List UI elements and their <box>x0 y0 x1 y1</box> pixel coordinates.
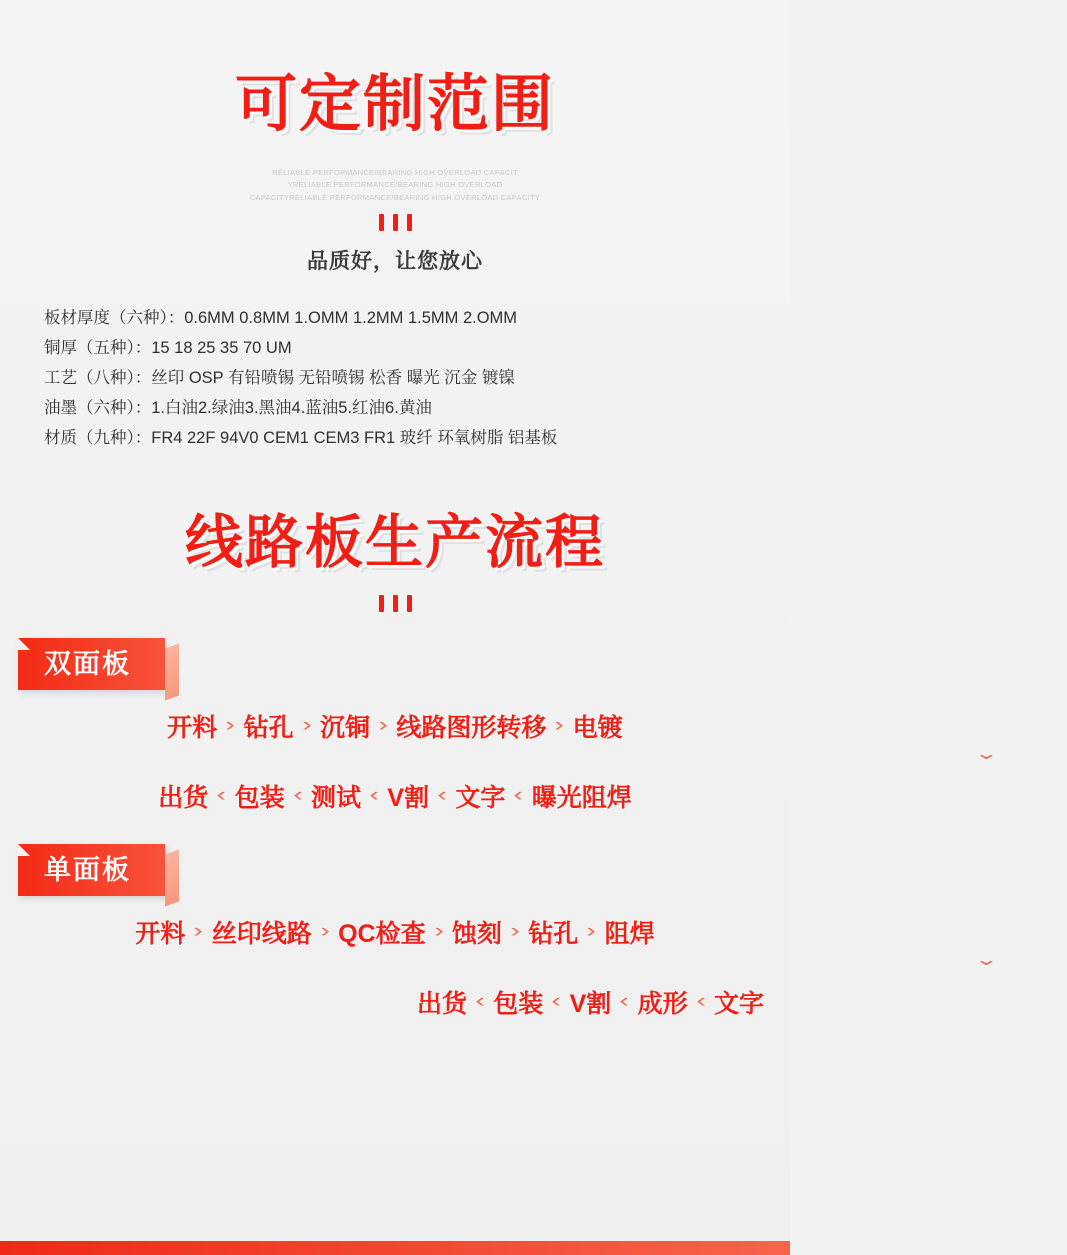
arrow-left-icon: ‹ <box>696 991 706 1013</box>
tiny-caption-line: RELIABLE PERFORMANCE/BEARING HIGH OVERLOAD CAPACIT <box>272 167 518 177</box>
flow-step: 曝光阻焊 <box>531 784 632 813</box>
flow-step: 成形 <box>637 990 688 1019</box>
flow-step: 钻孔 <box>243 714 294 743</box>
section-title-production-flow: 线路板生产流程 <box>184 510 605 576</box>
flow-step: 出货 <box>416 990 467 1019</box>
flow-step: V割 <box>569 990 612 1019</box>
flow-step: 蚀刻 <box>451 920 502 949</box>
arrow-left-icon: ‹ <box>216 785 227 807</box>
arrow-left-icon: ‹ <box>293 785 303 807</box>
tick-mark <box>393 214 398 231</box>
tiny-english-caption <box>0 167 790 204</box>
arrow-left-icon: ‹ <box>551 991 562 1013</box>
tiny-caption-line: YRELIABLE PERFORMANCE/BEARING HIGH OVERLOAD <box>287 180 503 190</box>
flow-step: QC检查 <box>338 920 426 949</box>
tick-mark <box>393 595 398 612</box>
flow-row-double-2 <box>0 778 790 814</box>
slogan: 品质好，让您放心 <box>307 250 483 274</box>
arrow-right-icon: › <box>433 921 444 943</box>
banner-notch <box>18 844 30 856</box>
spec-row: 工艺（八种）：丝印 OSP 有铅喷锡 无铅喷锡 松香 曝光 沉金 镀镍 <box>44 369 515 388</box>
arrow-left-icon: ‹ <box>437 785 447 807</box>
spec-row: 板材厚度（六种）：0.6MM 0.8MM 1.OMM 1.2MM 1.5MM 2.OMM <box>44 309 518 328</box>
flow-step: 开料 <box>167 714 218 743</box>
arrow-left-icon: ‹ <box>513 785 524 807</box>
arrow-right-icon: › <box>554 715 565 737</box>
spec-row: 油墨（六种）：1.白油2.绿油3.黑油4.蓝油5.红油6.黄油 <box>44 399 432 418</box>
tick-mark <box>407 595 412 612</box>
tick-mark <box>407 214 412 231</box>
flow-step: 钻孔 <box>528 920 579 949</box>
flow-row-single-2 <box>0 984 790 1020</box>
arrow-left-icon: ‹ <box>475 991 485 1013</box>
banner-label: 单面板 <box>44 855 131 886</box>
flow-step: V割 <box>387 784 430 813</box>
banner-notch <box>18 638 30 650</box>
arrow-left-icon: ‹ <box>619 991 630 1013</box>
spec-list <box>44 303 746 453</box>
flow-step: 文字 <box>455 784 506 813</box>
tiny-caption-line: CAPACITYRELIABLE PERFORMANCE/BEARING HIGH OVERLOAD CAPACITY <box>249 192 541 202</box>
flow-step: 出货 <box>158 784 209 813</box>
spec-row: 铜厚（五种）：15 18 25 35 70 UM <box>44 339 292 358</box>
arrow-right-icon: › <box>193 921 204 943</box>
banner-single-sided <box>18 844 165 896</box>
flow-row-double-1 <box>0 708 790 744</box>
page-title: 可定制范围 <box>234 70 555 139</box>
arrow-right-icon: › <box>320 921 330 943</box>
arrow-right-icon: › <box>378 715 388 737</box>
banner-double-sided-wrap <box>0 638 790 690</box>
flow-step: 包装 <box>234 784 285 813</box>
flow-step: 线路图形转移 <box>396 714 547 743</box>
flow-step: 开料 <box>135 920 186 949</box>
arrow-down-icon: ⌄ <box>974 744 999 764</box>
arrow-right-icon: › <box>302 715 312 737</box>
spec-row: 材质（九种）：FR4 22F 94V0 CEM1 CEM3 FR1 玻纤 环氧树脂 铝基板 <box>44 429 558 448</box>
flow-step: 电镀 <box>572 714 623 743</box>
tick-mark <box>379 214 384 231</box>
tick-mark <box>379 595 384 612</box>
flow-step: 阻焊 <box>604 920 655 949</box>
arrow-right-icon: › <box>225 715 236 737</box>
banner-label: 双面板 <box>44 649 131 680</box>
arrow-down-icon: ⌄ <box>974 950 999 970</box>
flow-row-single-1 <box>0 914 790 950</box>
arrow-left-icon: ‹ <box>369 785 379 807</box>
arrow-right-icon: › <box>510 921 520 943</box>
tick-divider <box>365 214 425 231</box>
flow-step: 包装 <box>493 990 544 1019</box>
banner-single-sided-wrap <box>0 844 790 896</box>
arrow-right-icon: › <box>586 921 597 943</box>
flow-step: 沉铜 <box>319 714 370 743</box>
banner-double-sided <box>18 638 165 690</box>
flow-step: 文字 <box>713 990 764 1019</box>
bottom-accent-bar <box>0 1241 790 1255</box>
flow-step: 测试 <box>310 784 361 813</box>
flow-step: 丝印线路 <box>211 920 312 949</box>
tick-divider-2 <box>365 595 425 612</box>
